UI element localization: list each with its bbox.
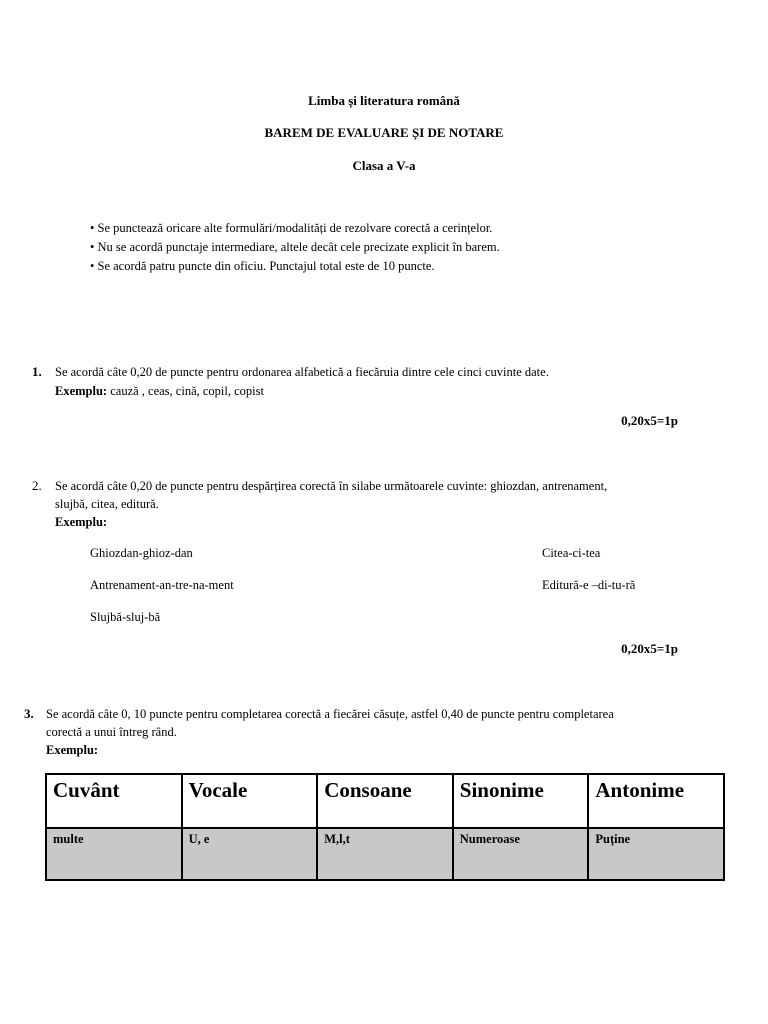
question-1-text: Se acordă câte 0,20 de puncte pentru ordonarea alfabetică a fiecăruia dintre cele cinci cuvinte date. bbox=[55, 365, 549, 379]
question-3-text-line2: corectă a unui întreg rând. bbox=[46, 725, 177, 739]
example-text: cauză , ceas, cină, copil, copist bbox=[107, 384, 264, 398]
table-row bbox=[46, 828, 724, 880]
example-label: Exemplu: bbox=[55, 384, 108, 398]
question-1-example bbox=[55, 382, 264, 400]
question-1-score: 0,20x5=1p bbox=[621, 413, 678, 428]
question-2-text-line1: Se acordă câte 0,20 de puncte pentru despărțirea corectă în silabe următoarele cuvinte: ghiozdan, antrenament, bbox=[55, 479, 608, 493]
table-header-row bbox=[46, 774, 724, 828]
question-2-text-line2: slujbă, citea, editură. bbox=[55, 497, 159, 511]
syllable-item: Slujbă-sluj-bă bbox=[90, 610, 161, 624]
question-2-example-label: Exemplu: bbox=[55, 515, 108, 529]
table-header-cell: Antonime bbox=[588, 774, 724, 828]
table-header-cell: Consoane bbox=[317, 774, 453, 828]
syllable-item: Ghiozdan-ghioz-dan bbox=[90, 546, 193, 560]
question-2-score: 0,20x5=1p bbox=[621, 641, 678, 656]
table-cell: Numeroase bbox=[453, 828, 589, 880]
question-3-text-line1: Se acordă câte 0, 10 puncte pentru completarea corectă a fiecărei căsuțe, astfel 0,40 de puncte pentru completarea bbox=[46, 707, 614, 721]
question-2-number: 2. bbox=[32, 478, 42, 493]
table-cell: U, e bbox=[182, 828, 318, 880]
question-1-number: 1. bbox=[32, 364, 42, 379]
note-item: • Se acordă patru puncte din oficiu. Punctajul total este de 10 puncte. bbox=[90, 259, 435, 273]
syllable-item: Antrenament-an-tre-na-ment bbox=[90, 578, 234, 592]
question-3-example-label: Exemplu: bbox=[46, 743, 99, 757]
word-analysis-table bbox=[45, 773, 725, 881]
table-header-cell: Sinonime bbox=[453, 774, 589, 828]
note-item: • Nu se acordă punctaje intermediare, altele decât cele precizate explicit în barem. bbox=[90, 240, 500, 254]
question-3-number: 3. bbox=[24, 706, 34, 721]
document-grade: Clasa a V-a bbox=[352, 158, 416, 173]
table-cell: multe bbox=[46, 828, 182, 880]
syllable-item: Citea-ci-tea bbox=[542, 546, 601, 560]
note-item: • Se punctează oricare alte formulări/modalități de rezolvare corectă a cerințelor. bbox=[90, 221, 493, 235]
table-header-cell: Cuvânt bbox=[46, 774, 182, 828]
table-header-cell: Vocale bbox=[182, 774, 318, 828]
document-subject: Limba și literatura română bbox=[308, 93, 460, 108]
syllable-item: Editură-e –di-tu-ră bbox=[542, 578, 636, 592]
table-cell: M,l,t bbox=[317, 828, 453, 880]
document-title: BAREM DE EVALUARE ȘI DE NOTARE bbox=[264, 125, 504, 140]
table-cell: Puține bbox=[588, 828, 724, 880]
